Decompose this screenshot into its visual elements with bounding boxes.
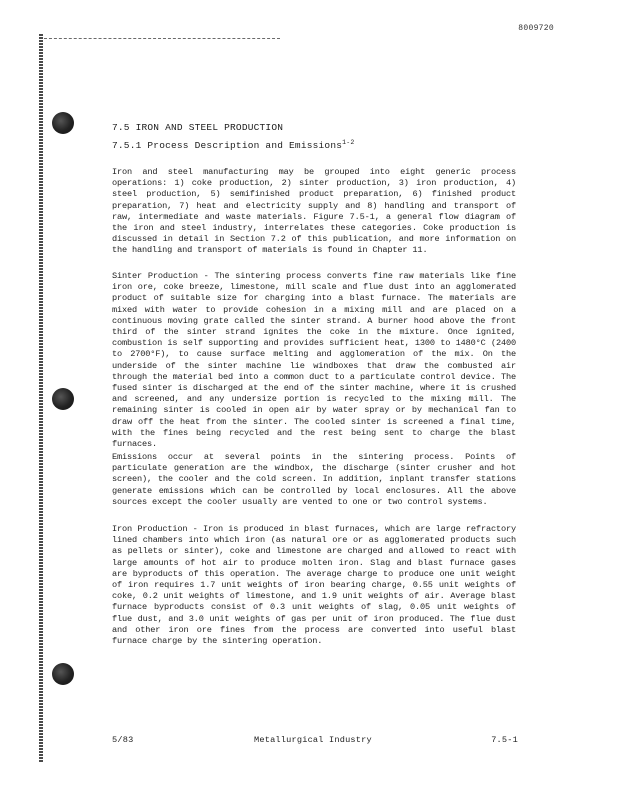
binding-edge-line — [39, 34, 43, 762]
paragraph-overview: Iron and steel manufacturing may be grouped into eight generic process operations: 1) coke production, 2) sinter production, 3) iron production, 4) steel production, 5) semifinished product preparation, 6) finished product preparation, 7) heat and electricity supply and 8) handling and transport of raw, intermediate and waste materials. Figure 7.5-1, a general flow diagram of the iron and steel industry, interrelates these categories. Coke production is discussed in detail in Section 7.2 of this publication, and more information on the handling and transport of materials is found in Chapter 11. — [112, 167, 516, 256]
subsection-reference: 1-2 — [342, 139, 355, 146]
punch-hole-bottom — [52, 663, 74, 685]
punch-hole-top — [52, 112, 74, 134]
document-id: 8009720 — [518, 24, 554, 33]
paragraph-sinter-emissions: Emissions occur at several points in the sintering process. Points of particulate generation are the windbox, the discharge (sinter crusher and hot screen), the cooler and the cold screen. In addition, inplant transfer stations generate emissions which can be controlled by local enclosures. All the above sources except the cooler usually are vented to one or two control systems. — [112, 452, 516, 507]
paragraph-sinter-production: Sinter Production - The sintering process converts fine raw materials like fine iron ore, coke breeze, limestone, mill scale and flue dust into an agglomerated product of suitable size for charging into a blast furnace. The materials are mixed with water to provide cohesion in a mixing mill and are placed on a continuous moving grate called the sinter strand. A burner hood above the front third of the sinter strand ignites the coke in the mixture. Once ignited, combustion is self supporting and provides sufficient heat, 1300 to 1480°C (2400 to 2700°F), to cause surface melting and agglomeration of the mix. On the underside of the sinter machine lie windboxes that draw the combusted air through the material bed into a common duct to a particulate control device. The fused sinter is discharged at the end of the sinter machine, where it is crushed and screened, and any undersize portion is recycled to the mixing mill. The remaining sinter is cooled in open air by water spray or by mechanical fan to draw off the heat from the sinter. The cooled sinter is screened a final time, with the fines being recycled and the rest being sent to charge the blast furnaces. — [112, 271, 516, 450]
punch-hole-middle — [52, 388, 74, 410]
subsection-title-text: 7.5.1 Process Description and Emissions — [112, 140, 343, 151]
footer-chapter-title: Metallurgical Industry — [254, 735, 372, 745]
section-title: 7.5 IRON AND STEEL PRODUCTION — [112, 122, 284, 133]
footer-page-number: 7.5-1 — [491, 735, 518, 745]
top-dashed-rule — [44, 38, 280, 39]
footer-date: 5/83 — [112, 735, 134, 745]
paragraph-iron-production: Iron Production - Iron is produced in blast furnaces, which are large refractory lined chambers into which iron (as natural ore or as agglomerated products such as pellets or sinter), coke and limestone are charged and allowed to react with large amounts of hot air to produce molten iron. Slag and blast furnace gases are byproducts of this operation. The average charge to produce one unit weight of iron requires 1.7 unit weights of iron bearing charge, 0.55 unit weights of coke, 0.2 unit weights of limestone, and 1.9 unit weights of air. Average blast furnace byproducts consist of 0.3 unit weights of slag, 0.05 unit weights of flue dust, and 3.0 unit weights of gas per unit of iron produced. The flue dust and other iron ore fines from the process are converted into useful blast furnace charge by the sintering operation. — [112, 524, 516, 647]
subsection-title — [112, 139, 354, 151]
